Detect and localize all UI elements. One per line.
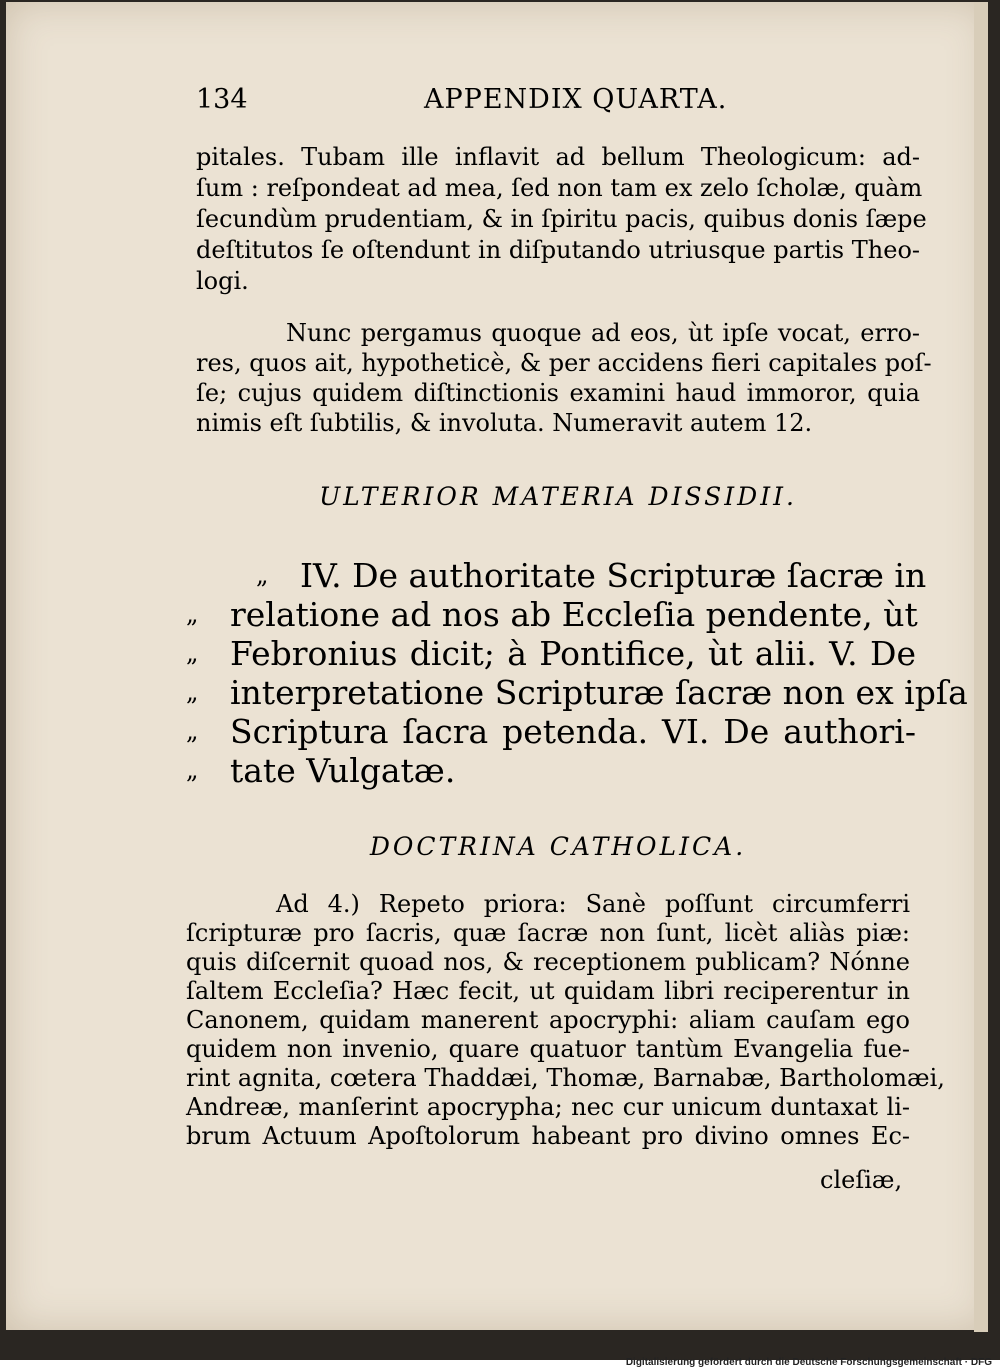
section-heading-ulterior: ULTERIOR MATERIA DISSIDII. xyxy=(319,482,797,511)
quote-text: Febronius dicit; à Pontifice, ùt alii. V. De xyxy=(230,634,916,673)
quote-mark: „ xyxy=(186,639,199,667)
text-line: res, quos ait, hypotheticè, & per accidens fieri capitales poſ- xyxy=(196,349,932,377)
text-line: logi. xyxy=(196,267,249,295)
quote-line xyxy=(186,634,916,673)
text-line: nimis eſt ſubtilis, & involuta. Numeravit autem 12. xyxy=(196,409,813,437)
quote-line xyxy=(186,595,916,634)
text-line: ſecundùm prudentiam, & in ſpiritu pacis, quibus donis ſæpe xyxy=(196,205,927,233)
page-number: 134 xyxy=(196,84,248,115)
text-line: quidem non invenio, quare quatuor tantùm Evangelia fue- xyxy=(186,1035,910,1063)
quote-text: relatione ad nos ab Eccleſia pendente, ùt xyxy=(230,595,918,634)
quote-text: tate Vulgatæ. xyxy=(230,751,456,790)
running-title: APPENDIX QUARTA. xyxy=(424,84,728,115)
page-edge xyxy=(974,2,988,1332)
text-line: Ad 4.) Repeto priora: Sanè poſſunt circumferri xyxy=(276,890,910,918)
text-line: deſtitutos ſe oſtendunt in diſputando utriusque partis Theo- xyxy=(196,236,920,264)
quote-line xyxy=(186,712,916,751)
quote-mark: „ xyxy=(186,717,199,745)
text-line: Nunc pergamus quoque ad eos, ùt ipſe vocat, erro- xyxy=(286,319,920,347)
quote-text: interpretatione Scripturæ ſacræ non ex ipſa xyxy=(230,673,968,712)
quote-mark: „ xyxy=(186,600,199,628)
text-line: quis diſcernit quoad nos, & receptionem publicam? Nónne xyxy=(186,948,910,976)
quote-mark: „ xyxy=(186,678,199,706)
quoted-passage xyxy=(186,556,968,790)
text-line: pitales. Tubam ille inflavit ad bellum Theologicum: ad- xyxy=(196,143,920,171)
text-line: ſaltem Eccleſia? Hæc fecit, ut quidam libri reciperentur in xyxy=(186,977,910,1005)
text-line: Canonem, quidam manerent apocryphi: aliam cauſam ego xyxy=(186,1006,910,1034)
text-line: brum Actuum Apoſtolorum habeant pro divino omnes Ec- xyxy=(186,1122,910,1150)
text-line: rint agnita, cœtera Thaddæi, Thomæ, Barnabæ, Bartholomæi, xyxy=(186,1064,945,1092)
page-header xyxy=(196,84,916,124)
quote-text: IV. De authoritate Scripturæ ſacræ in xyxy=(300,556,927,595)
paragraph-2 xyxy=(196,318,932,438)
quote-line xyxy=(186,673,968,712)
section-heading-doctrina: DOCTRINA CATHOLICA. xyxy=(369,832,747,861)
quote-mark: „ xyxy=(186,756,199,784)
text-line: Andreæ, manſerint apocrypha; nec cur unicum duntaxat li- xyxy=(186,1093,910,1121)
quote-line xyxy=(186,751,916,790)
quote-text: Scriptura ſacra petenda. VI. De authori- xyxy=(230,712,916,751)
quote-line xyxy=(186,556,927,595)
paragraph-3 xyxy=(186,890,945,1151)
text-line: ſum : reſpondeat ad mea, ſed non tam ex zelo ſcholæ, quàm xyxy=(196,174,923,202)
text-line: ſcripturæ pro ſacris, quæ ſacræ non ſunt, licèt aliàs piæ: xyxy=(186,919,910,947)
catchword: cleſiæ, xyxy=(820,1166,903,1194)
quote-mark: „ xyxy=(256,561,269,589)
text-line: ſe; cujus quidem diſtinctionis examini haud immoror, quia xyxy=(196,379,920,407)
paragraph-1 xyxy=(196,142,927,297)
dfg-credit: Digitalisierung gefördert durch die Deutsche Forschungsgemeinschaft · DFG xyxy=(625,1357,992,1368)
